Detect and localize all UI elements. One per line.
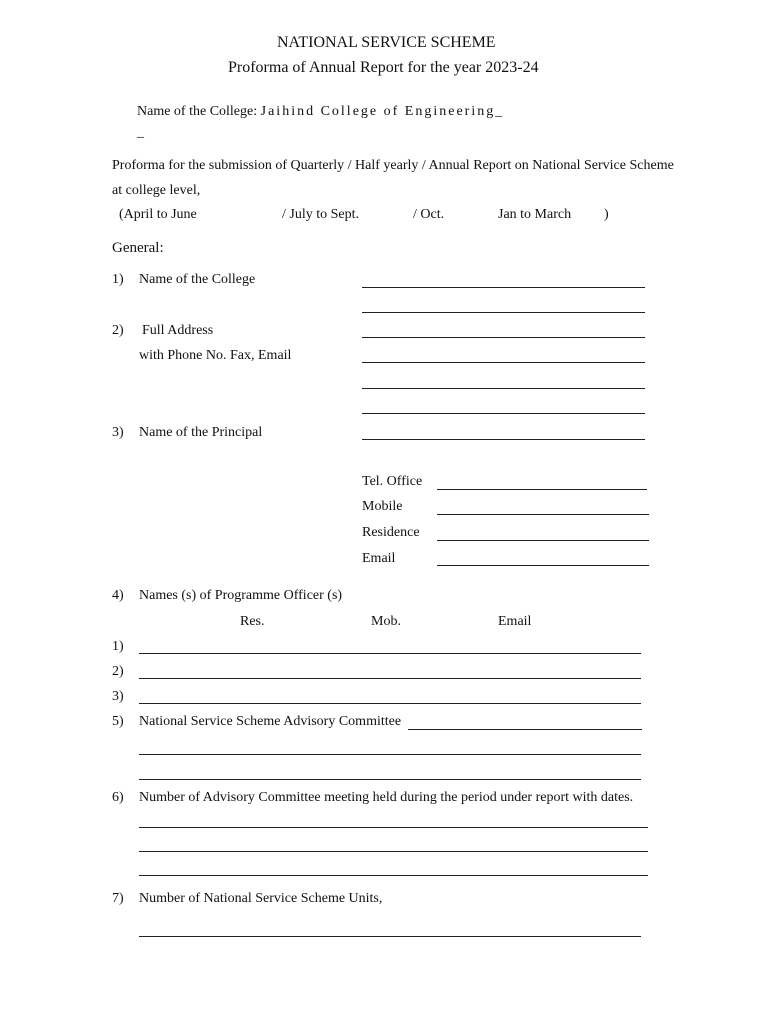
po-3-fill-line	[139, 703, 641, 704]
q2-number: 2)	[112, 323, 124, 338]
q4-number: 4)	[112, 588, 124, 603]
tel-office-fill-line	[437, 489, 647, 490]
q6-fill-line	[139, 827, 648, 828]
intro-line-1: Proforma for the submission of Quarterly / Half yearly / Annual Report on National Service Scheme	[112, 158, 674, 173]
period-close: )	[604, 207, 609, 222]
q5-fill-line	[408, 729, 642, 730]
period-oct: / Oct.	[413, 207, 445, 222]
q3-fill-line	[362, 439, 645, 440]
q2-fill-line	[362, 362, 645, 363]
college-name-underscore: _	[495, 104, 503, 119]
column-res: Res.	[240, 614, 265, 629]
residence-label: Residence	[362, 525, 420, 540]
q1-number: 1)	[112, 272, 124, 287]
q1-label: Name of the College	[139, 272, 256, 287]
column-email: Email	[498, 614, 532, 629]
q7-number: 7)	[112, 891, 124, 906]
po-1-fill-line	[139, 653, 641, 654]
q1-fill-line	[362, 312, 645, 313]
q2-label-2: with Phone No. Fax, Email	[139, 348, 292, 363]
email-label: Email	[362, 551, 396, 566]
general-heading: General:	[112, 240, 164, 256]
tel-office-label: Tel. Office	[362, 474, 423, 489]
q5-fill-line	[139, 754, 641, 755]
q6-fill-line	[139, 875, 648, 876]
q2-label: Full Address	[142, 323, 214, 338]
q5-number: 5)	[112, 714, 124, 729]
column-mob: Mob.	[371, 614, 401, 629]
q6-number: 6)	[112, 790, 124, 805]
q6-fill-line	[139, 851, 648, 852]
mobile-fill-line	[437, 514, 649, 515]
q6-label: Number of Advisory Committee meeting held during the period under report with dates.	[139, 790, 634, 805]
po-1-number: 1)	[112, 639, 124, 654]
q1-fill-line	[362, 287, 645, 288]
q2-fill-line	[362, 413, 645, 414]
q3-label: Name of the Principal	[139, 425, 263, 440]
po-2-number: 2)	[112, 664, 124, 679]
college-name-line	[137, 103, 502, 121]
period-july-sept: / July to Sept.	[282, 207, 360, 222]
q4-label: Names (s) of Programme Officer (s)	[139, 588, 343, 603]
period-april-june: (April to June	[119, 207, 197, 222]
q3-number: 3)	[112, 425, 124, 440]
q7-fill-line	[139, 936, 641, 937]
q2-fill-line	[362, 388, 645, 389]
q7-label: Number of National Service Scheme Units,	[139, 891, 383, 906]
document-subtitle: Proforma of Annual Report for the year 2023-24	[228, 59, 539, 76]
email-fill-line	[437, 565, 649, 566]
mobile-label: Mobile	[362, 499, 403, 514]
q2-fill-line	[362, 337, 645, 338]
college-name-label: Name of the College:	[137, 104, 261, 119]
document-title: NATIONAL SERVICE SCHEME	[277, 34, 496, 51]
q5-label: National Service Scheme Advisory Committee	[139, 714, 402, 729]
intro-line-2: at college level,	[112, 183, 201, 198]
residence-fill-line	[437, 540, 649, 541]
po-3-number: 3)	[112, 689, 124, 704]
q5-fill-line	[139, 779, 641, 780]
period-jan-march: Jan to March	[498, 207, 572, 222]
po-2-fill-line	[139, 678, 641, 679]
college-name-continuation: _	[137, 125, 144, 140]
college-name-value: Jaihind College of Engineering	[260, 104, 496, 119]
